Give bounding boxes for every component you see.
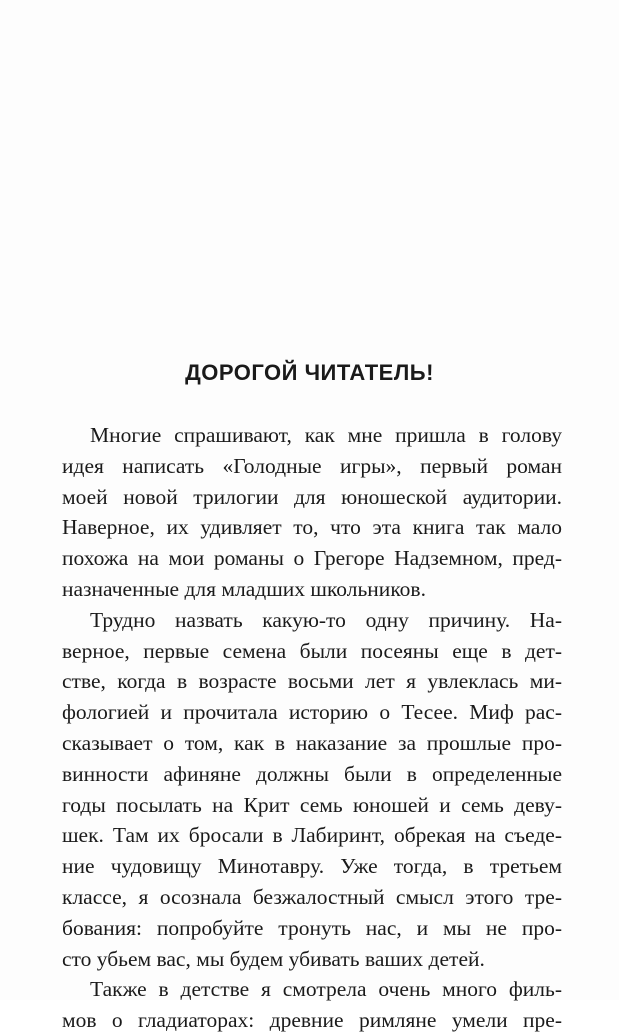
text-line: назначенные для младших школьников. xyxy=(62,576,426,601)
text-line: верное, первые семена были посеяны еще в дет- xyxy=(62,638,562,663)
text-line: сказывает о том, как в наказание за прошлые про- xyxy=(62,730,562,755)
text-line: Многие спрашивают, как мне пришла в голову xyxy=(90,423,562,447)
text-line: идея написать «Голодные игры», первый роман xyxy=(62,453,562,478)
text-line: шек. Там их бросали в Лабиринт, обрекая на съеде- xyxy=(62,823,562,848)
text-line: мов о гладиаторах: древние римляне умели пре- xyxy=(62,1008,562,1033)
text-line: моей новой трилогии для юношеской аудитории. xyxy=(62,484,562,509)
text-line: похожа на мои романы о Грегоре Надземном, пред- xyxy=(62,546,562,571)
paragraph-3 xyxy=(62,974,562,1036)
page-title: ДОРОГОЙ ЧИТАТЕЛЬ! xyxy=(185,360,434,385)
text-line: Наверное, их удивляет то, что эта книга так мало xyxy=(62,515,562,540)
text-line: сто убьем вас, мы будем убивать ваших детей. xyxy=(62,946,485,971)
text-line: стве, когда в возрасте восьми лет я увлеклась ми- xyxy=(62,669,562,694)
text-line: Также в детстве я смотрела очень много филь- xyxy=(90,977,562,1002)
text-line: винности афиняне должны были в определенные xyxy=(62,761,562,786)
text-line: фологией и прочитала историю о Тесее. Миф рас- xyxy=(62,700,562,725)
text-line: бования: попробуйте тронуть нас, и мы не про- xyxy=(62,915,562,940)
text-line: Трудно назвать какую-то одну причину. На- xyxy=(90,607,562,632)
paragraph-2 xyxy=(62,605,562,975)
text-line: годы посылать на Крит семь юношей и семь деву- xyxy=(62,792,562,817)
text-line: ние чудовищу Минотавру. Уже тогда, в третьем xyxy=(62,854,562,879)
paragraph-1 xyxy=(62,420,562,605)
text-line: классе, я осознала безжалостный смысл этого тре- xyxy=(62,884,562,909)
body-text xyxy=(62,420,562,1036)
